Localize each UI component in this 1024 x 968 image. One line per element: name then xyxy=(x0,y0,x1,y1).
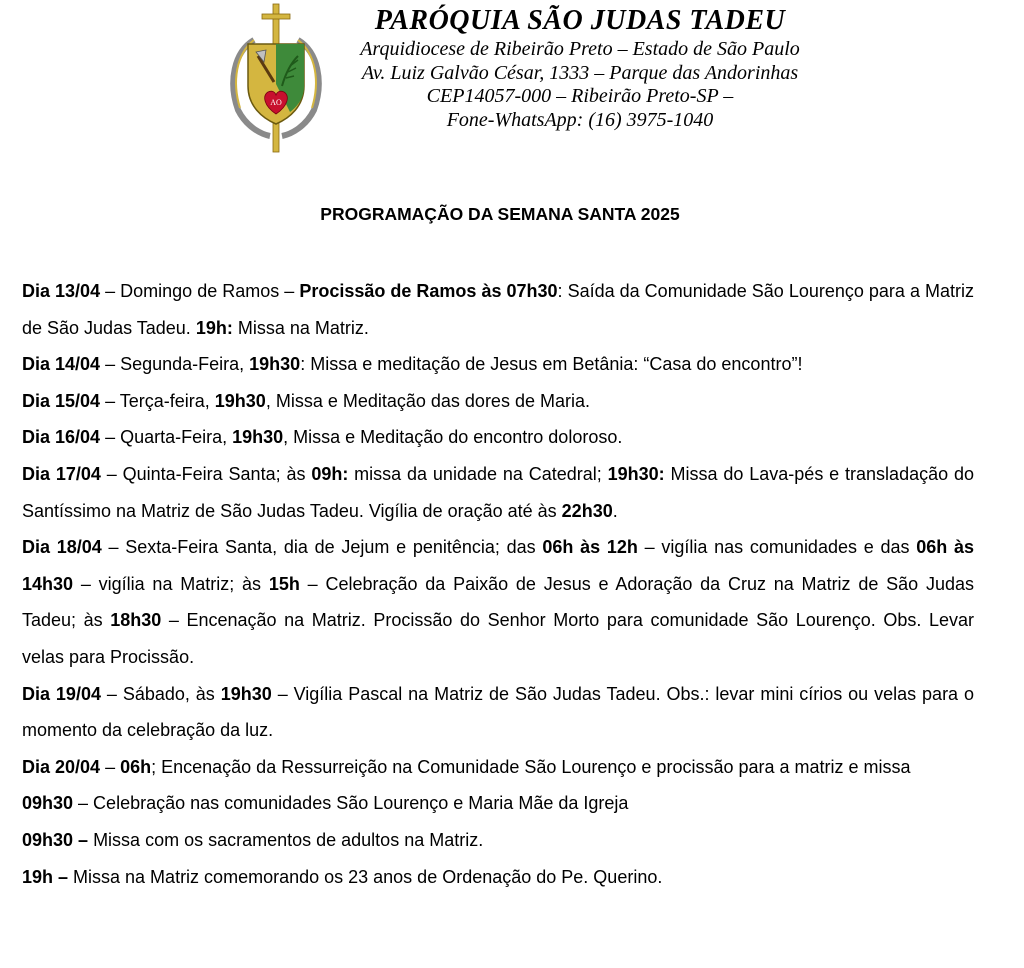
day-label: Dia 16/04 xyxy=(22,427,101,448)
day-label: Dia 14/04 xyxy=(22,354,101,375)
entry-text: – Celebração da Paixão de Jesus e Adoração da Cruz na Matriz de São Judas Tadeu; às xyxy=(22,573,974,631)
entry-text: – Vigília Pascal na Matriz de São Judas Tadeu. Obs.: levar mini círios ou velas para o momento da celebração da luz. xyxy=(22,683,974,741)
entry-text: – Encenação na Matriz. Procissão do Senhor Morto para comunidade São Lourenço. Obs. Levar velas para Procissão. xyxy=(22,610,974,667)
entry-highlight: 15h xyxy=(268,573,300,594)
entry-text: Missa do Lava-pés e transladação do Santíssimo na Matriz de São Judas Tadeu. Vigília de oração até às xyxy=(22,463,974,521)
entry-text: – Sexta-Feira Santa, dia de Jejum e penitência; das xyxy=(101,537,543,558)
time-label: 19h – xyxy=(22,866,69,887)
parish-crest-icon xyxy=(224,2,328,154)
schedule-subentry xyxy=(22,785,974,822)
entry-text: – Quinta-Feira Santa; às xyxy=(100,463,312,484)
day-label: Dia 18/04 xyxy=(22,537,102,558)
schedule-entry-20-04 xyxy=(22,749,974,786)
day-label: Dia 15/04 xyxy=(22,390,101,411)
schedule-entry-19-04 xyxy=(22,676,974,749)
entry-highlight: 19h30 xyxy=(249,354,301,375)
document-title: PROGRAMAÇÃO DA SEMANA SANTA 2025 xyxy=(320,204,680,224)
day-label: Dia 19/04 xyxy=(22,683,101,704)
schedule-body xyxy=(22,273,974,895)
entry-text: – Terça-feira, xyxy=(100,390,215,411)
schedule-subentry xyxy=(22,859,974,896)
entry-highlight: Procissão de Ramos às 07h30 xyxy=(299,281,558,301)
entry-highlight: 19h30 xyxy=(220,683,272,704)
schedule-entry-16-04 xyxy=(22,419,974,456)
entry-text: : Missa e meditação de Jesus em Betânia: “Casa do encontro”! xyxy=(300,354,803,375)
entry-highlight: 19h30 xyxy=(232,427,284,448)
entry-text: Missa na Matriz. xyxy=(232,317,369,338)
entry-highlight: 19h: xyxy=(195,317,233,338)
entry-text: – Celebração nas comunidades São Lourenço e Maria Mãe da Igreja xyxy=(73,793,629,814)
entry-highlight: 09h: xyxy=(311,463,349,484)
entry-highlight: 22h30 xyxy=(561,500,613,521)
entry-text: – Quarta-Feira, xyxy=(100,427,233,448)
entry-text: – vigília nas comunidades e das xyxy=(637,537,917,558)
entry-highlight: 19h30 xyxy=(214,390,266,411)
day-label: Dia 20/04 xyxy=(22,756,101,777)
address-line: Av. Luiz Galvão César, 1333 – Parque das Andorinhas xyxy=(361,61,799,84)
entry-text: Missa na Matriz comemorando os 23 anos de Ordenação do Pe. Querino. xyxy=(68,866,663,887)
time-label: 09h30 – xyxy=(22,829,89,850)
entry-highlight: 18h30 xyxy=(110,610,162,631)
parish-name: PARÓQUIA SÃO JUDAS TADEU xyxy=(374,5,786,36)
entry-highlight: 06h às 14h30 xyxy=(22,537,974,594)
entry-highlight: 19h30: xyxy=(607,463,665,484)
entry-text: , Missa e Meditação do encontro doloroso. xyxy=(283,427,623,448)
schedule-entry-18-04 xyxy=(22,529,974,675)
entry-highlight: 06h xyxy=(120,756,152,777)
schedule-entry-14-04 xyxy=(22,346,974,383)
entry-text: : Saída da Comunidade São Lourenço para a Matriz de São Judas Tadeu. xyxy=(22,281,974,338)
schedule-entry-15-04 xyxy=(22,383,974,420)
phone-line: Fone-WhatsApp: (16) 3975-1040 xyxy=(446,108,714,131)
entry-text: . xyxy=(612,500,618,521)
schedule-subentry xyxy=(22,822,974,859)
schedule-entry-13-04 xyxy=(22,273,974,346)
time-label: 09h30 xyxy=(22,793,74,814)
entry-text: ; Encenação da Ressurreição na Comunidade São Lourenço e procissão para a matriz e missa xyxy=(151,756,911,777)
parish-info xyxy=(320,4,840,132)
entry-text: missa da unidade na Catedral; xyxy=(348,463,608,484)
crest-monogram: AO xyxy=(270,98,282,107)
day-label: Dia 17/04 xyxy=(22,463,101,484)
schedule-entry-17-04 xyxy=(22,456,974,529)
entry-text: – xyxy=(100,756,121,777)
postal-line: CEP14057-000 – Ribeirão Preto-SP – xyxy=(426,85,734,107)
entry-highlight: 06h às 12h xyxy=(542,537,638,558)
entry-text: Missa com os sacramentos de adultos na Matriz. xyxy=(88,829,484,850)
entry-text: – Domingo de Ramos – xyxy=(100,281,300,301)
archdiocese-line: Arquidiocese de Ribeirão Preto – Estado de São Paulo xyxy=(360,38,800,60)
entry-text: , Missa e Meditação das dores de Maria. xyxy=(265,390,590,411)
entry-text: – Segunda-Feira, xyxy=(100,354,250,375)
letterhead xyxy=(0,0,1024,160)
day-label: Dia 13/04 xyxy=(22,281,101,301)
entry-text: – Sábado, às xyxy=(100,683,221,704)
entry-text: – vigília na Matriz; às xyxy=(73,573,269,594)
